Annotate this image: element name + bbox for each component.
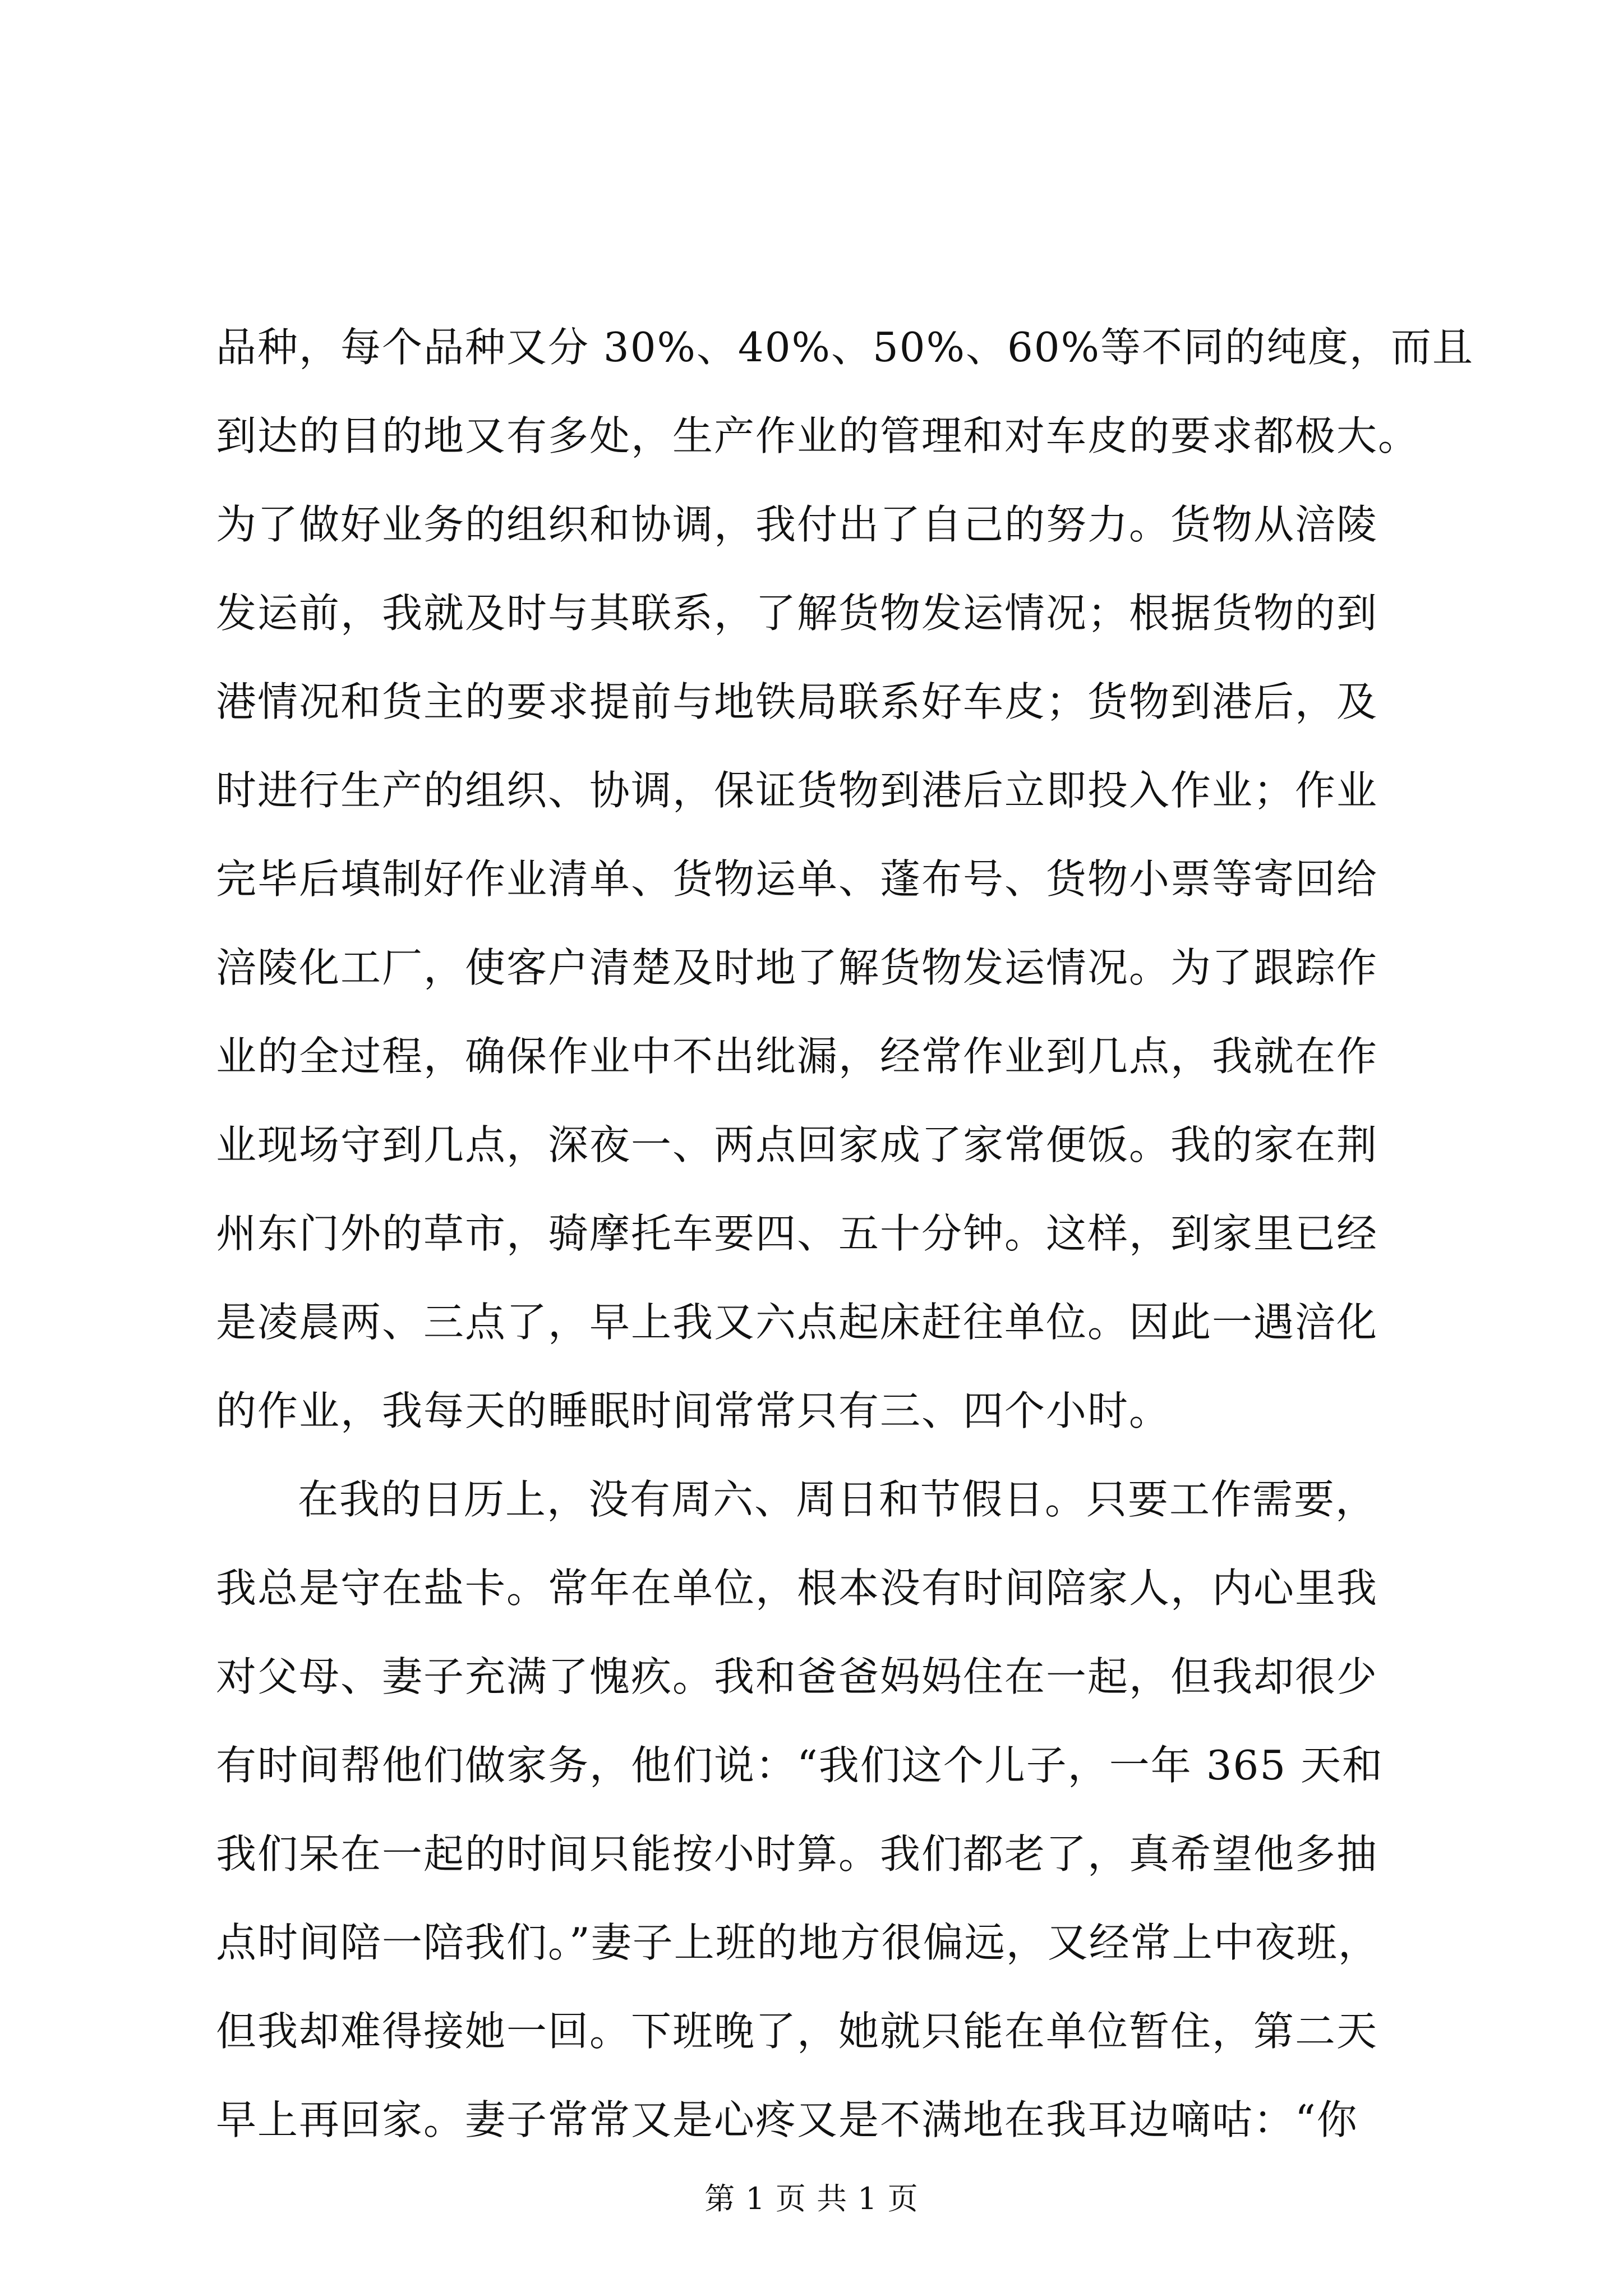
text-line: 州东门外的草市，骑摩托车要四、五十分钟。这样，到家里已经 [216, 1210, 1378, 1257]
text-line: 时进行生产的组织、协调，保证货物到港后立即投入作业；作业 [216, 767, 1378, 814]
text-line: 品种，每个品种又分 30%、40%、50%、60%等不同的纯度，而且 [216, 324, 1474, 371]
text-line: 有时间帮他们做家务，他们说：“我们这个儿子，一年 365 天和 [216, 1742, 1384, 1789]
text-line: 业的全过程，确保作业中不出纰漏，经常作业到几点，我就在作 [216, 1033, 1378, 1080]
text-line: 完毕后填制好作业清单、货物运单、蓬布号、货物小票等寄回给 [216, 855, 1378, 903]
text-line: 的作业，我每天的睡眠时间常常只有三、四个小时。 [216, 1387, 1171, 1434]
page-number-label: 第 1 页 共 1 页 [704, 2181, 919, 2216]
text-line: 发运前，我就及时与其联系，了解货物发运情况；根据货物的到 [216, 590, 1378, 637]
text-line: 业现场守到几点，深夜一、两点回家成了家常便饭。我的家在荆 [216, 1121, 1378, 1168]
text-line: 我总是守在盐卡。常年在单位，根本没有时间陪家人，内心里我 [216, 1565, 1378, 1612]
text-line: 为了做好业务的组织和协调，我付出了自己的努力。货物从涪陵 [216, 501, 1378, 548]
text-line: 是凌晨两、三点了，早上我又六点起床赶往单位。因此一遇涪化 [216, 1299, 1378, 1346]
body-text [216, 303, 1472, 2164]
text-line: 涪陵化工厂，使客户清楚及时地了解货物发运情况。为了跟踪作 [216, 944, 1378, 991]
text-line: 对父母、妻子充满了愧疚。我和爸爸妈妈住在一起，但我却很少 [216, 1653, 1378, 1700]
text-line: 到达的目的地又有多处，生产作业的管理和对车皮的要求都极大。 [216, 412, 1420, 459]
text-line: 港情况和货主的要求提前与地铁局联系好车皮；货物到港后，及 [216, 678, 1378, 725]
paragraph-start-line: 在我的日历上，没有周六、周日和节假日。只要工作需要， [298, 1476, 1377, 1523]
page-footer [0, 2177, 1623, 2221]
text-line: 但我却难得接她一回。下班晚了，她就只能在单位暂住，第二天 [216, 2008, 1378, 2055]
text-line: 点时间陪一陪我们。”妻子上班的地方很偏远，又经常上中夜班， [216, 1919, 1380, 1966]
text-line: 早上再回家。妻子常常又是心疼又是不满地在我耳边嘀咕：“你 [216, 2096, 1358, 2143]
text-line: 我们呆在一起的时间只能按小时算。我们都老了，真希望他多抽 [216, 1830, 1378, 1878]
